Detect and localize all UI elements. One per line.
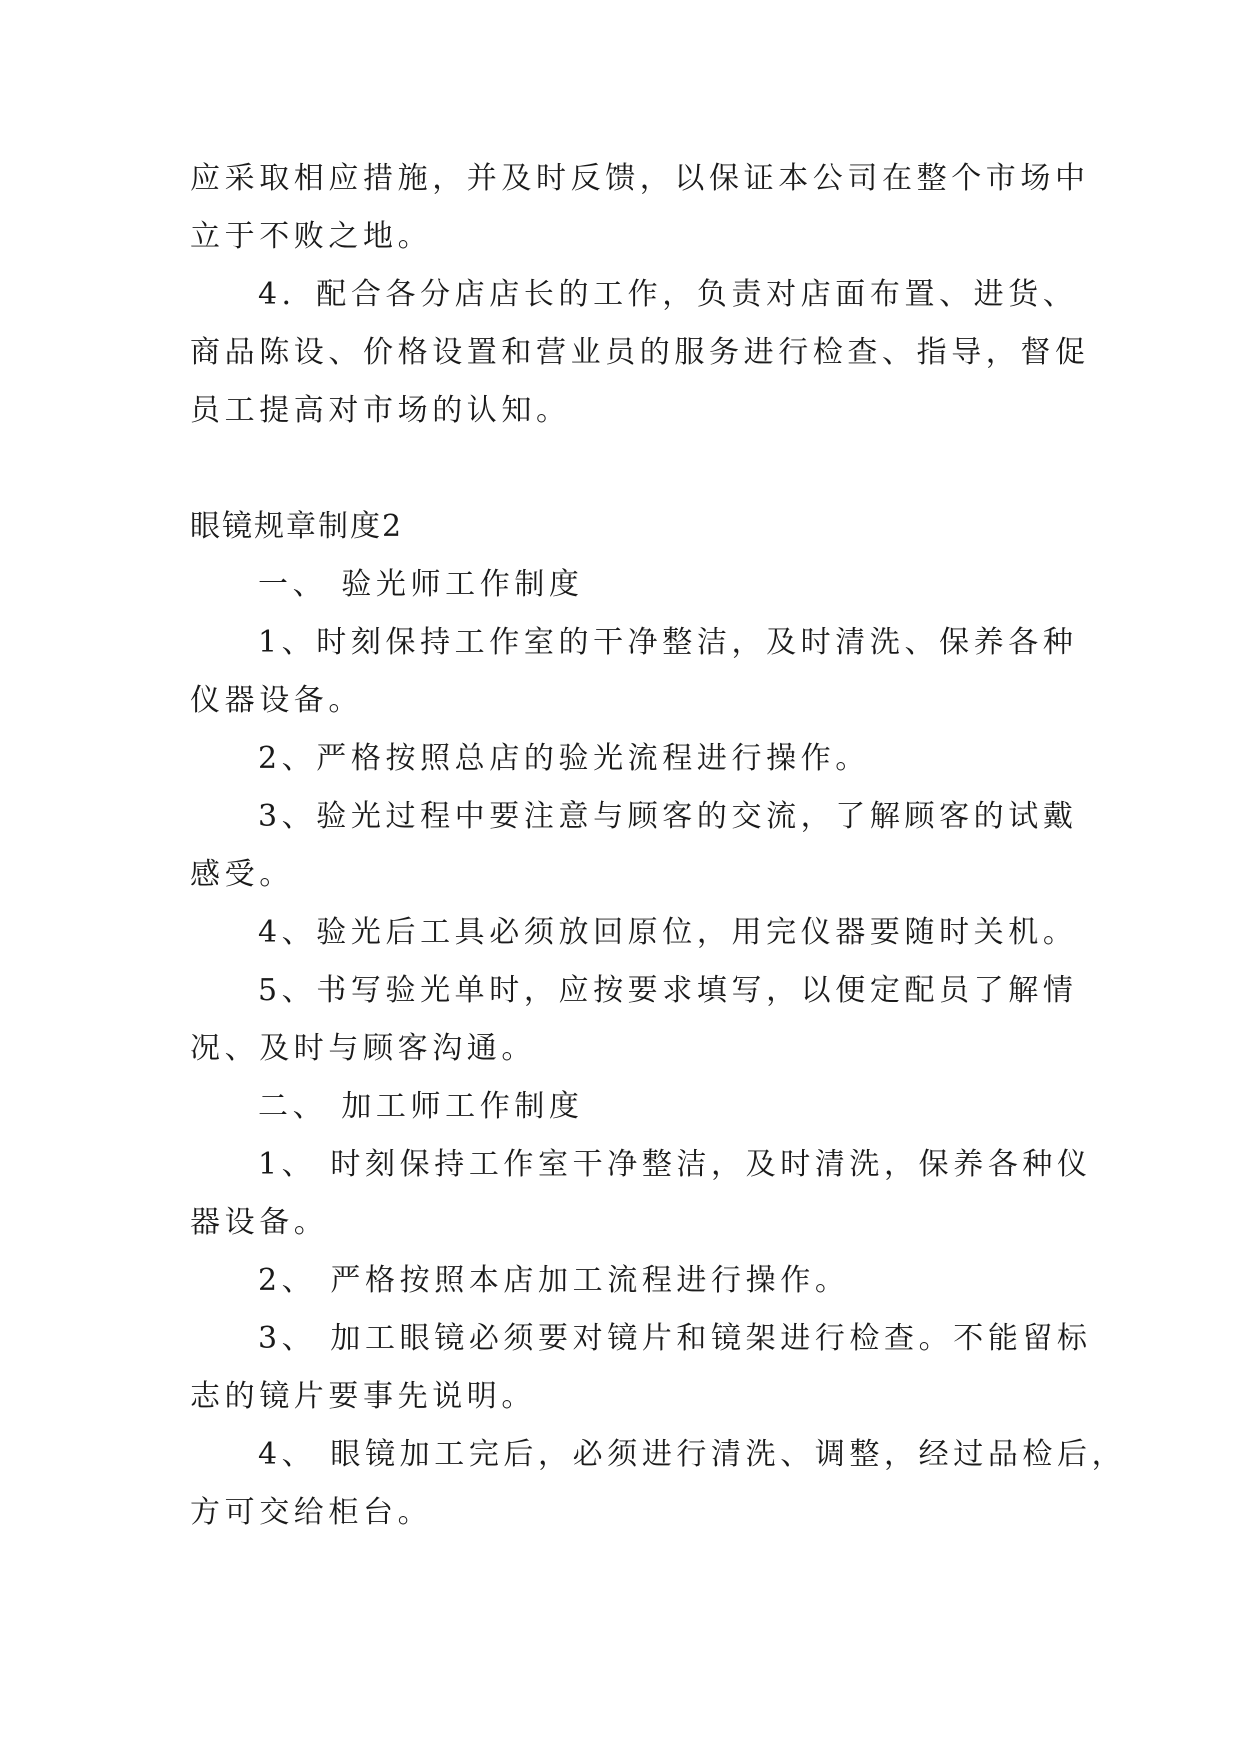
paragraph-line: 商品陈设、价格设置和营业员的服务进行检查、指导，督促 xyxy=(190,335,1090,370)
paragraph-line: 5、书写验光单时，应按要求填写，以便定配员了解情 xyxy=(258,973,1078,1008)
section-title: 眼镜规章制度2 xyxy=(190,509,404,544)
paragraph-line: 立于不败之地。 xyxy=(190,219,433,254)
subsection-title: 一、 验光师工作制度 xyxy=(258,567,584,602)
paragraph-line: 4、 眼镜加工完后，必须进行清洗、调整，经过品检后， xyxy=(258,1437,1127,1472)
paragraph-line: 3、 加工眼镜必须要对镜片和镜架进行检查。不能留标 xyxy=(258,1321,1092,1356)
paragraph-line: 况、及时与顾客沟通。 xyxy=(190,1031,536,1066)
paragraph-line: 1、时刻保持工作室的干净整洁，及时清洗、保养各种 xyxy=(258,625,1078,660)
paragraph-line: 应采取相应措施，并及时反馈，以保证本公司在整个市场中 xyxy=(190,161,1090,196)
paragraph-line: 3、验光过程中要注意与顾客的交流，了解顾客的试戴 xyxy=(258,799,1078,834)
paragraph-line: 仪器设备。 xyxy=(190,683,363,718)
paragraph-line: 2、 严格按照本店加工流程进行操作。 xyxy=(258,1263,850,1298)
paragraph-line: 志的镜片要事先说明。 xyxy=(190,1379,536,1414)
subsection-title: 二、 加工师工作制度 xyxy=(258,1089,584,1124)
paragraph-line: 员工提高对市场的认知。 xyxy=(190,393,571,428)
paragraph-line: 1、 时刻保持工作室干净整洁，及时清洗，保养各种仪 xyxy=(258,1147,1092,1182)
paragraph-line: 器设备。 xyxy=(190,1205,329,1240)
paragraph-line: 4．配合各分店店长的工作，负责对店面布置、进货、 xyxy=(258,277,1078,312)
paragraph-line: 4、验光后工具必须放回原位，用完仪器要随时关机。 xyxy=(258,915,1078,950)
paragraph-line: 感受。 xyxy=(190,857,294,892)
document-page xyxy=(190,150,1127,1542)
paragraph-line: 方可交给柜台。 xyxy=(190,1495,433,1530)
section-gap xyxy=(190,440,1050,498)
paragraph-line: 2、严格按照总店的验光流程进行操作。 xyxy=(258,741,870,776)
